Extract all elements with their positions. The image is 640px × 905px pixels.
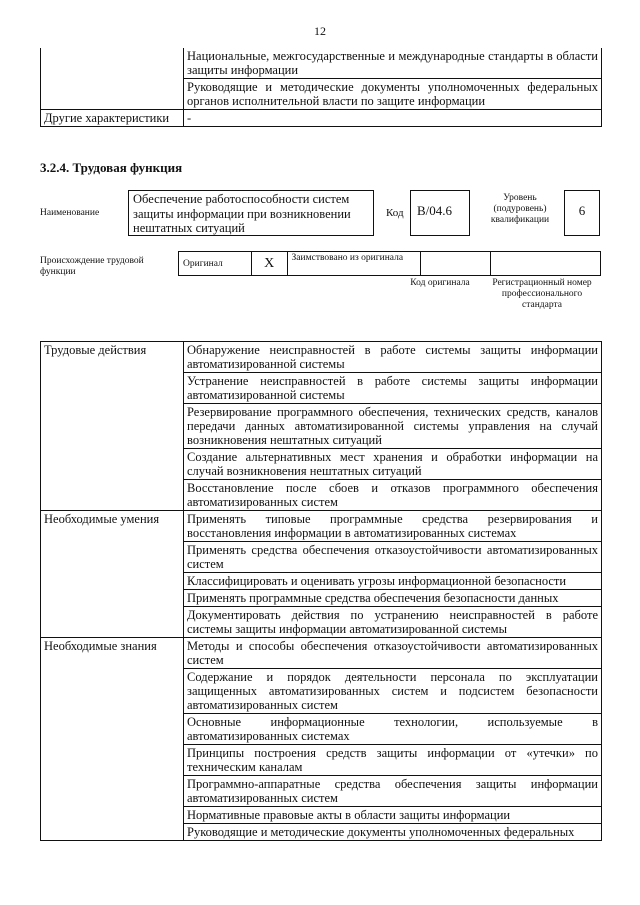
row-text: - xyxy=(184,110,602,127)
item-cell: Устранение неисправностей в работе системы защиты информации автоматизированной системы xyxy=(184,373,602,404)
item-cell: Принципы построения средств защиты информации от «утечки» по техническим каналам xyxy=(184,745,602,776)
code-caption: Код оригинала xyxy=(410,278,470,288)
row-text: Национальные, межгосударственные и международные стандарты в области защиты информации xyxy=(184,48,602,79)
level-box: 6 xyxy=(564,190,600,236)
item-cell: Обнаружение неисправностей в работе системы защиты информации автоматизированной системы xyxy=(184,342,602,373)
name-label: Наименование xyxy=(40,208,100,218)
item-cell: Применять средства обеспечения отказоустойчивости автоматизированных систем xyxy=(184,542,602,573)
item-cell: Содержание и порядок деятельности персонала по эксплуатации защищенных автоматизированных систем и подсистем безопасности автоматизированных систем xyxy=(184,669,602,714)
item-cell: Резервирование программного обеспечения, технических средств, каналов передачи данных автоматизированной системы управления на случай возникновения нештатных ситуаций xyxy=(184,404,602,449)
original-label: Оригинал xyxy=(179,252,252,276)
table-row xyxy=(41,638,602,669)
item-cell: Нормативные правовые акты в области защиты информации xyxy=(184,807,602,824)
code-label: Код xyxy=(386,207,404,219)
item-cell: Основные информационные технологии, используемые в автоматизированных системах xyxy=(184,714,602,745)
borrowed-label: Заимствовано из оригинала xyxy=(287,252,420,276)
table-row xyxy=(179,252,601,276)
labor-function-table xyxy=(40,341,602,841)
category-cell: Необходимые знания xyxy=(41,638,184,841)
original-code-cell xyxy=(420,252,490,276)
table-row xyxy=(41,110,602,127)
table-row xyxy=(41,511,602,542)
section-title: 3.2.4. Трудовая функция xyxy=(40,160,183,175)
row-text: Руководящие и методические документы уполномоченных федеральных органов исполнительной власти по защите информации xyxy=(184,79,602,110)
origin-table xyxy=(178,251,601,276)
item-cell: Документировать действия по устранению неисправностей в работе системы защиты информации автоматизированной системы xyxy=(184,607,602,638)
registration-number-cell xyxy=(490,252,600,276)
row-label: Другие характеристики xyxy=(41,110,184,127)
item-cell: Классифицировать и оценивать угрозы информационной безопасности xyxy=(184,573,602,590)
item-cell: Руководящие и методические документы уполномоченных федеральных xyxy=(184,824,602,841)
item-cell: Восстановление после сбоев и отказов программного обеспечения автоматизированных систем xyxy=(184,480,602,511)
item-cell: Создание альтернативных мест хранения и обработки информации на случай возникновения нештатных ситуаций xyxy=(184,449,602,480)
item-cell: Применять программные средства обеспечения безопасности данных xyxy=(184,590,602,607)
category-cell: Трудовые действия xyxy=(41,342,184,511)
page-number: 12 xyxy=(314,24,326,38)
category-cell: Необходимые умения xyxy=(41,511,184,638)
function-name-box: Обеспечение работоспособности систем защиты информации при возникновении нештатных ситуаций xyxy=(128,190,374,236)
original-mark: Х xyxy=(251,252,287,276)
table-row xyxy=(41,48,602,79)
row-label xyxy=(41,48,184,110)
registration-caption: Регистрационный номер профессионального стандарта xyxy=(492,278,592,310)
top-continuation-table xyxy=(40,48,602,127)
level-label: Уровень (подуровень) квалификации xyxy=(490,193,550,225)
item-cell: Программно-аппаратные средства обеспечения защиты информации автоматизированных систем xyxy=(184,776,602,807)
code-box: В/04.6 xyxy=(410,190,470,236)
origin-label: Происхождение трудовой функции xyxy=(40,256,144,277)
item-cell: Применять типовые программные средства резервирования и восстановления информации в автоматизированных системах xyxy=(184,511,602,542)
table-row xyxy=(41,342,602,373)
item-cell: Методы и способы обеспечения отказоустойчивости автоматизированных систем xyxy=(184,638,602,669)
